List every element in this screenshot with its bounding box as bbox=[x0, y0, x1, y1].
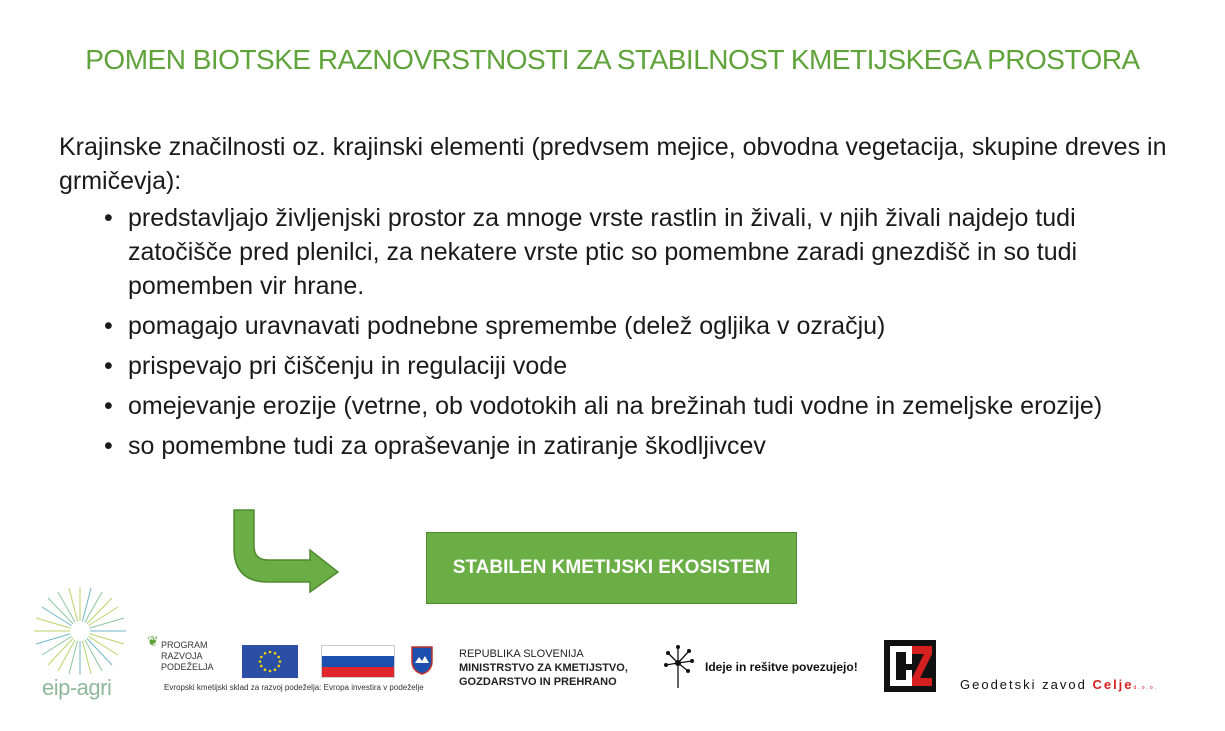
slide-title: POMEN BIOTSKE RAZNOVRSTNOSTI ZA STABILNOST KMETIJSKEGA PROSTORA bbox=[85, 44, 1140, 75]
intro-text: Krajinske značilnosti oz. krajinski elementi (predvsem mejice, obvodna vegetacija, skupine dreves in grmičevja): bbox=[59, 133, 1167, 195]
gz-suffix: d.o.o. bbox=[1133, 685, 1159, 691]
eip-agri-logo bbox=[28, 585, 132, 710]
bullet-list bbox=[104, 201, 1164, 469]
bullet-symbol: • bbox=[104, 204, 113, 232]
eu-flag-icon bbox=[242, 645, 298, 678]
ministry-line: REPUBLIKA SLOVENIJA bbox=[459, 648, 584, 660]
list-item-text: prispevajo pri čiščenju in regulaciji vode bbox=[128, 352, 568, 380]
list-item-text: omejevanje erozije (vetrne, ob vodotokih ali na brežinah tudi vodne in zemeljske erozije) bbox=[128, 392, 1103, 420]
curved-arrow-icon bbox=[232, 508, 342, 593]
gz-city: Celje bbox=[1092, 677, 1134, 692]
program-line: PODEŽELJA bbox=[161, 662, 214, 672]
ideje-slogan: Ideje in rešitve povezujejo! bbox=[705, 660, 858, 674]
gz-company-name bbox=[960, 677, 1158, 692]
bullet-symbol: • bbox=[104, 392, 113, 420]
sprout-icon: ❦ bbox=[147, 633, 159, 649]
logo-footer bbox=[0, 585, 1225, 725]
list-item bbox=[104, 429, 1164, 463]
list-item bbox=[104, 201, 1164, 303]
eip-burst-icon bbox=[28, 585, 132, 680]
ministry-line: MINISTRSTVO ZA KMETIJSTVO, bbox=[459, 662, 628, 674]
slovenia-crest-icon bbox=[410, 645, 434, 675]
ministry-line: GOZDARSTVO IN PREHRANO bbox=[459, 676, 617, 688]
list-item-text: so pomembne tudi za opraševanje in zatiranje škodljivcev bbox=[128, 432, 766, 460]
bullet-symbol: • bbox=[104, 432, 113, 460]
list-item-text: pomagajo uravnavati podnebne spremembe (delež ogljika v ozračju) bbox=[128, 312, 886, 340]
list-item bbox=[104, 309, 1164, 343]
program-line: PROGRAM bbox=[161, 640, 208, 650]
dandelion-icon bbox=[662, 643, 698, 689]
slovenia-flag-icon bbox=[321, 645, 395, 678]
list-item-text: predstavljajo življenjski prostor za mnoge vrste rastlin in živali, v njih živali najdejo tudi zatočišče pred plenilci, za nekatere vrste ptic so pomembne zaradi gnezdišč in so tudi pomemben vir hrane. bbox=[128, 204, 1078, 300]
program-razvoja-logo bbox=[147, 633, 214, 673]
eafrd-caption: Evropski kmetijski sklad za razvoj podeželja: Evropa investira v podeželje bbox=[164, 683, 424, 692]
list-item bbox=[104, 349, 1164, 383]
ministry-logo bbox=[459, 647, 628, 689]
bullet-symbol: • bbox=[104, 312, 113, 340]
list-item bbox=[104, 389, 1164, 423]
result-box: STABILEN KMETIJSKI EKOSISTEM bbox=[426, 532, 797, 604]
bullet-symbol: • bbox=[104, 352, 113, 380]
eip-agri-text: eip-agri bbox=[42, 675, 112, 700]
gz-name: Geodetski zavod bbox=[960, 677, 1093, 692]
program-line: RAZVOJA bbox=[161, 651, 203, 661]
gz-logo bbox=[884, 640, 936, 692]
